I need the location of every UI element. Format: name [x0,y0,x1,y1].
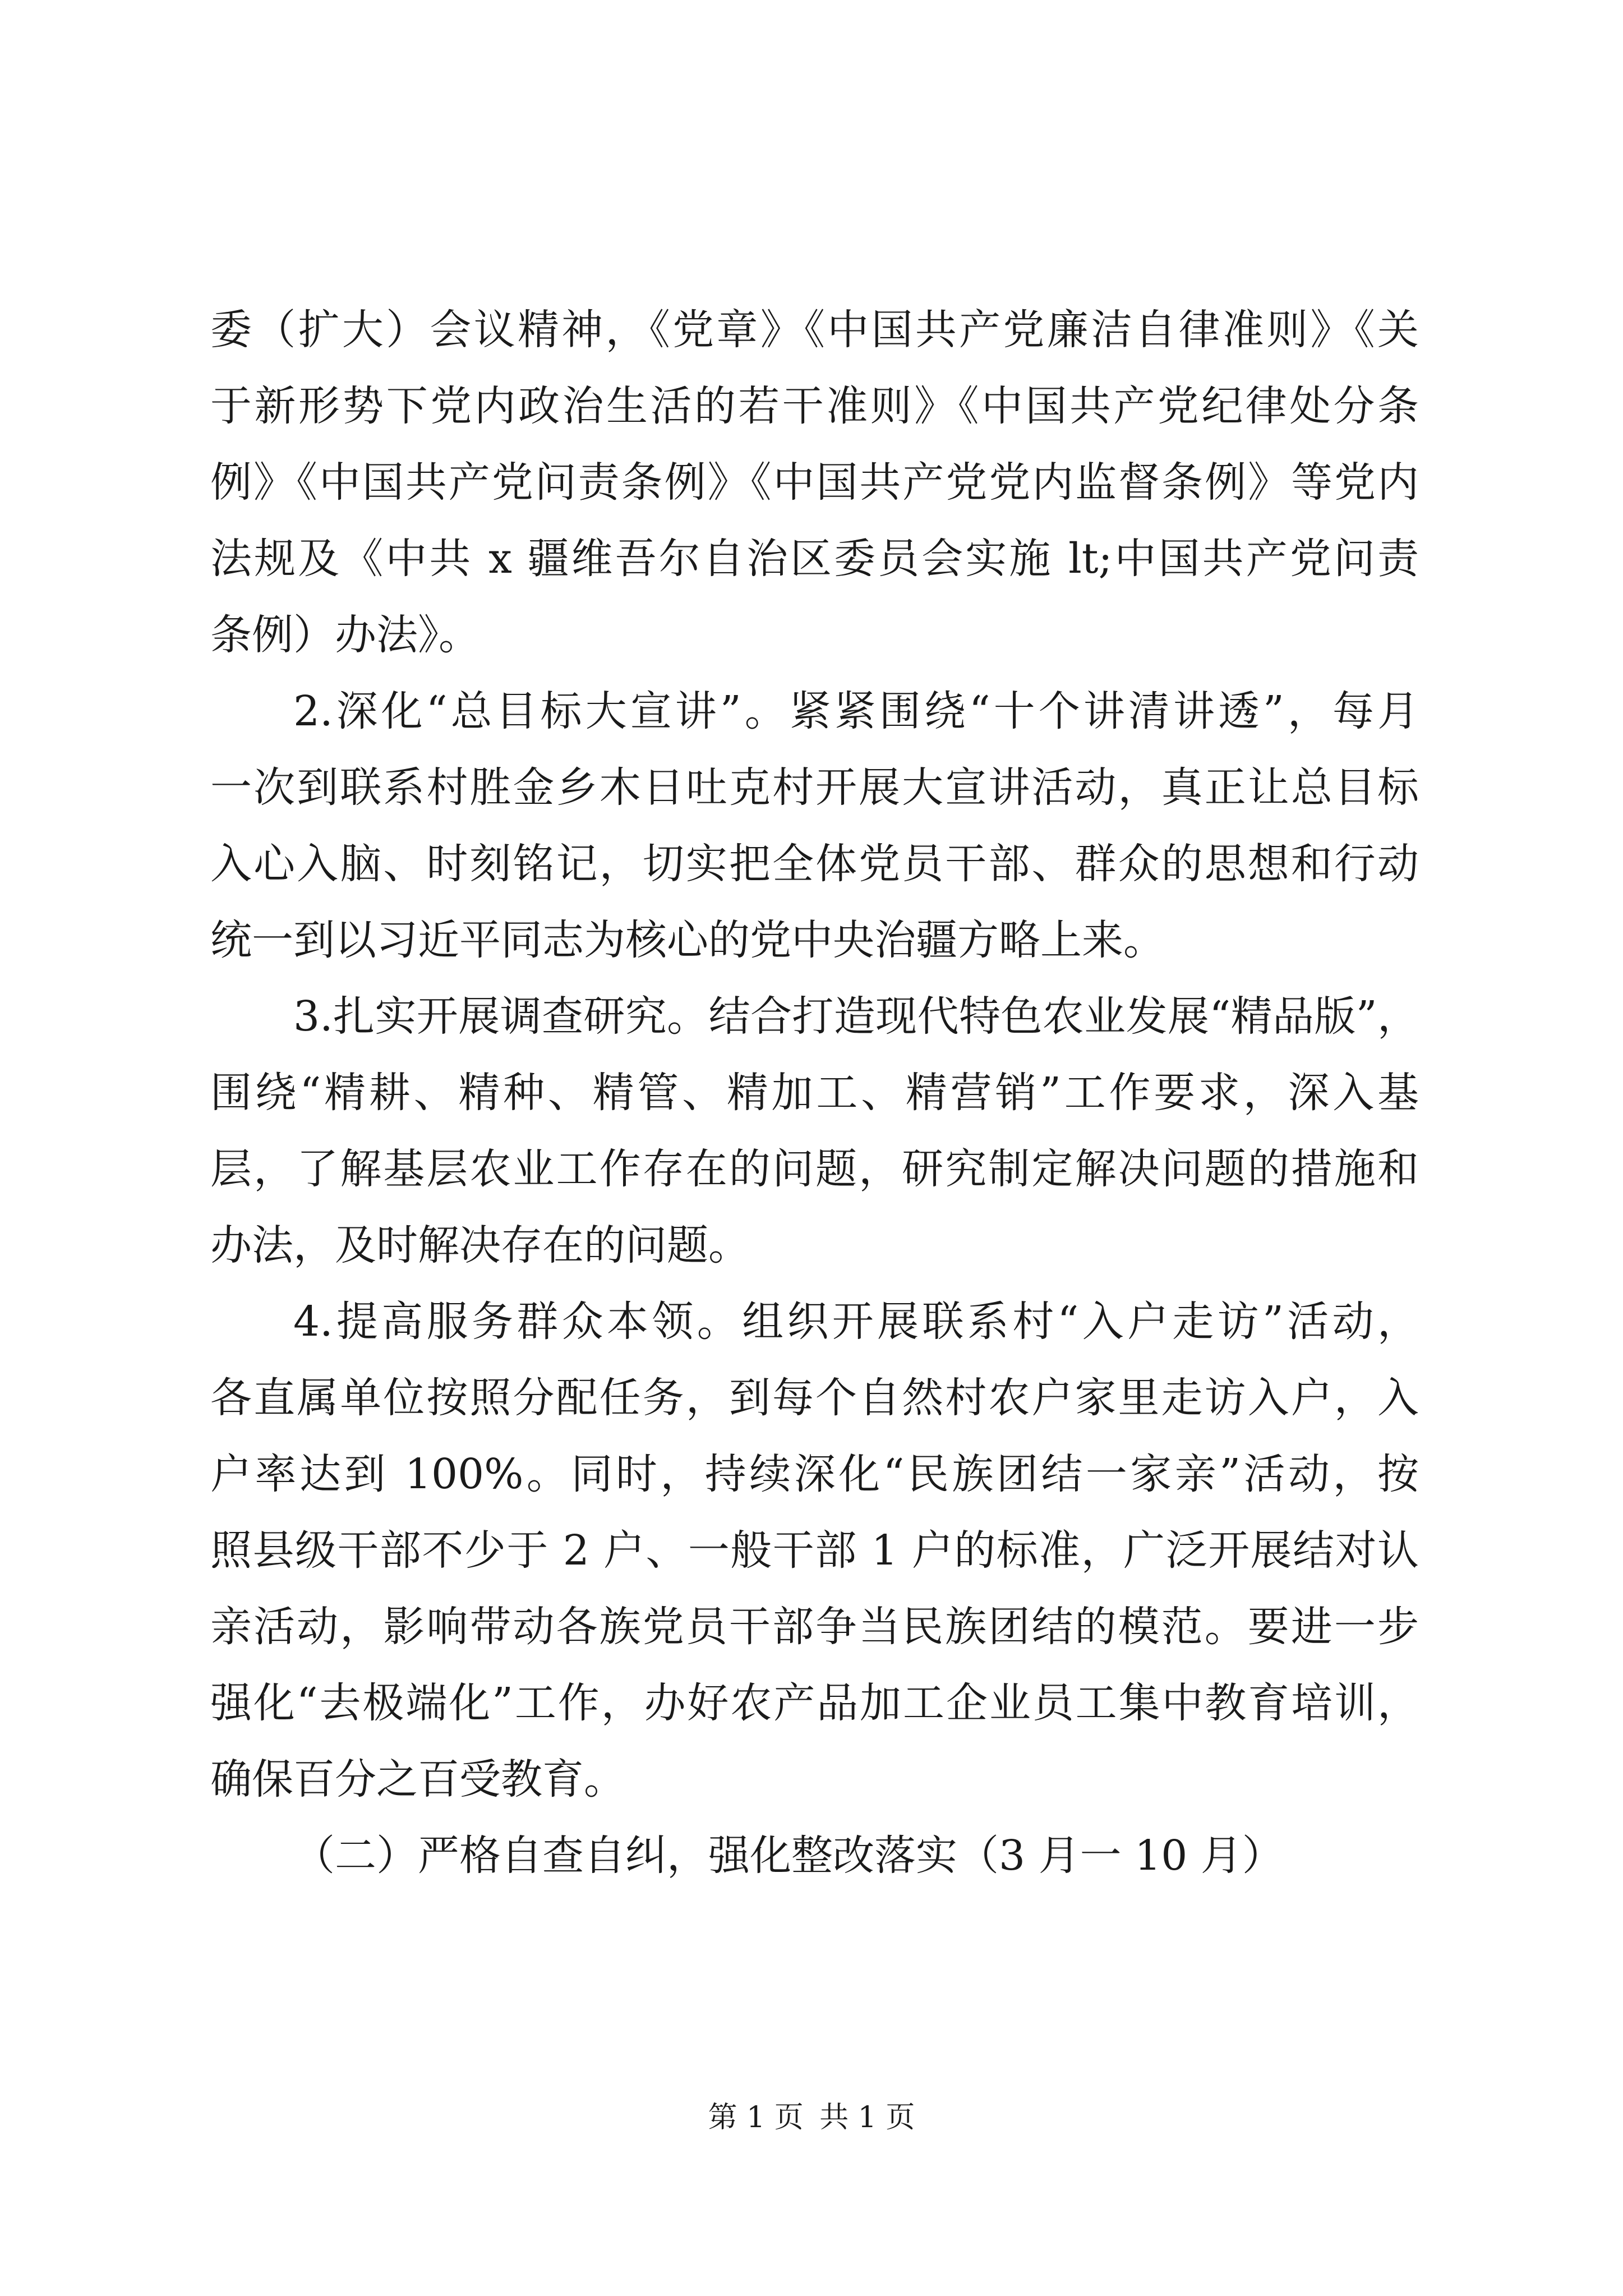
page-number: 第 1 页 [708,2101,804,2134]
text-line: 法规及《中共 x 疆维吾尔自治区委员会实施 lt;中国共产党问责 [210,535,1419,583]
paragraph-heading-2: 2.深化“总目标大宣讲”。紧紧围绕“十个讲清讲透”，每月 [293,687,1419,735]
text-line: 照县级干部不少于 2 户、一般干部 1 户的标准，广泛开展结对认 [210,1526,1419,1575]
text-line: 统一到以习近平同志为核心的党中央治疆方略上来。 [210,916,1165,964]
document-body [210,292,1419,1894]
text-line: 亲活动，影响带动各族党员干部争当民族团结的模范。要进一步 [210,1603,1419,1651]
paragraph-heading-4: 4.提高服务群众本领。组织开展联系村“入户走访”活动， [293,1297,1419,1346]
text-line: 例》《中国共产党问责条例》《中国共产党党内监督条例》等党内 [210,458,1419,507]
page-footer [0,2095,1623,2140]
text-line: 一次到联系村胜金乡木日吐克村开展大宣讲活动，真正让总目标 [210,763,1419,812]
text-line: 确保百分之百受教育。 [210,1755,625,1803]
text-line: 强化“去极端化”工作，办好农产品加工企业员工集中教育培训， [210,1679,1419,1727]
text-line: 条例）办法》。 [210,611,480,659]
paragraph-heading-3: 3.扎实开展调查研究。结合打造现代特色农业发展“精品版”， [293,992,1419,1041]
text-line: 围绕“精耕、精种、精管、精加工、精营销”工作要求，深入基 [210,1069,1419,1117]
text-line: 委（扩大）会议精神，《党章》《中国共产党廉洁自律准则》《关 [210,306,1419,354]
text-line: 于新形势下党内政治生活的若干准则》《中国共产党纪律处分条 [210,382,1419,430]
text-line: 入心入脑、时刻铭记，切实把全体党员干部、群众的思想和行动 [210,840,1419,888]
text-line: 办法，及时解决存在的问题。 [210,1221,750,1269]
text-line: 层，了解基层农业工作存在的问题，研究制定解决问题的措施和 [210,1145,1419,1193]
text-line: 户率达到 100%。同时，持续深化“民族团结一家亲”活动，按 [210,1450,1419,1498]
section-heading: （二）严格自查自纠，强化整改落实（3 月一 10 月） [293,1832,1284,1880]
text-line: 各直属单位按照分配任务，到每个自然村农户家里走访入户，入 [210,1374,1419,1422]
page-total: 共 1 页 [819,2101,915,2134]
